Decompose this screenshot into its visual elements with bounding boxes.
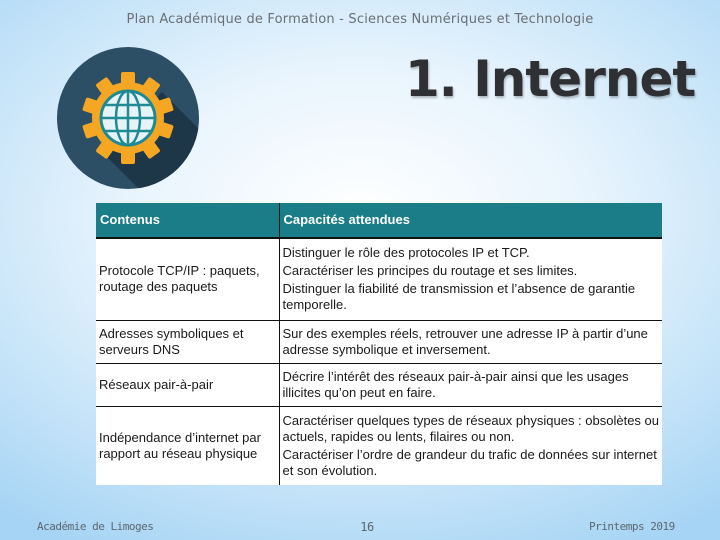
table-header-row (96, 203, 662, 238)
content-cell: Indépendance d’internet par rapport au réseau physique (96, 406, 279, 485)
gear-globe-icon (57, 47, 199, 189)
capacity-item: Sur des exemples réels, retrouver une adresse IP à partir d’une adresse symbolique et inversement. (282, 325, 648, 357)
capacities-cell (279, 320, 662, 363)
slide-title: 1. Internet (405, 50, 696, 108)
capacity-item: Caractériser quelques types de réseaux physiques : obsolètes ou actuels, rapides ou lents, filaires ou non. (282, 412, 659, 444)
footer-organization: Académie de Limoges (37, 520, 154, 533)
program-table (96, 203, 662, 485)
capacities-cell (279, 363, 662, 406)
capacity-item: Caractériser les principes du routage et ses limites. (282, 263, 578, 279)
page-number: 16 (360, 520, 374, 534)
capacities-cell (279, 406, 662, 485)
table-row (96, 320, 662, 363)
footer-date: Printemps 2019 (589, 520, 675, 533)
table-row (96, 406, 662, 485)
column-header-contenus: Contenus (96, 203, 279, 238)
content-cell: Protocole TCP/IP : paquets, routage des paquets (96, 238, 279, 320)
content-cell: Réseaux pair-à-pair (96, 363, 279, 406)
capacity-item: Caractériser l’ordre de grandeur du trafic de données sur internet et son évolution. (282, 446, 657, 478)
column-header-capacites: Capacités attendues (279, 203, 662, 238)
capacity-item: Distinguer la fiabilité de transmission et l’absence de garantie temporelle. (282, 281, 636, 313)
capacity-item: Décrire l’intérêt des réseaux pair-à-pair ainsi que les usages illicites qu’on peut en faire. (282, 368, 629, 400)
table-row (96, 363, 662, 406)
content-cell: Adresses symboliques et serveurs DNS (96, 320, 279, 363)
capacities-cell (279, 238, 662, 320)
capacity-item: Distinguer le rôle des protocoles IP et TCP. (282, 245, 530, 261)
table-row (96, 238, 662, 320)
slide-header: Plan Académique de Formation - Sciences Numériques et Technologie (126, 12, 594, 27)
